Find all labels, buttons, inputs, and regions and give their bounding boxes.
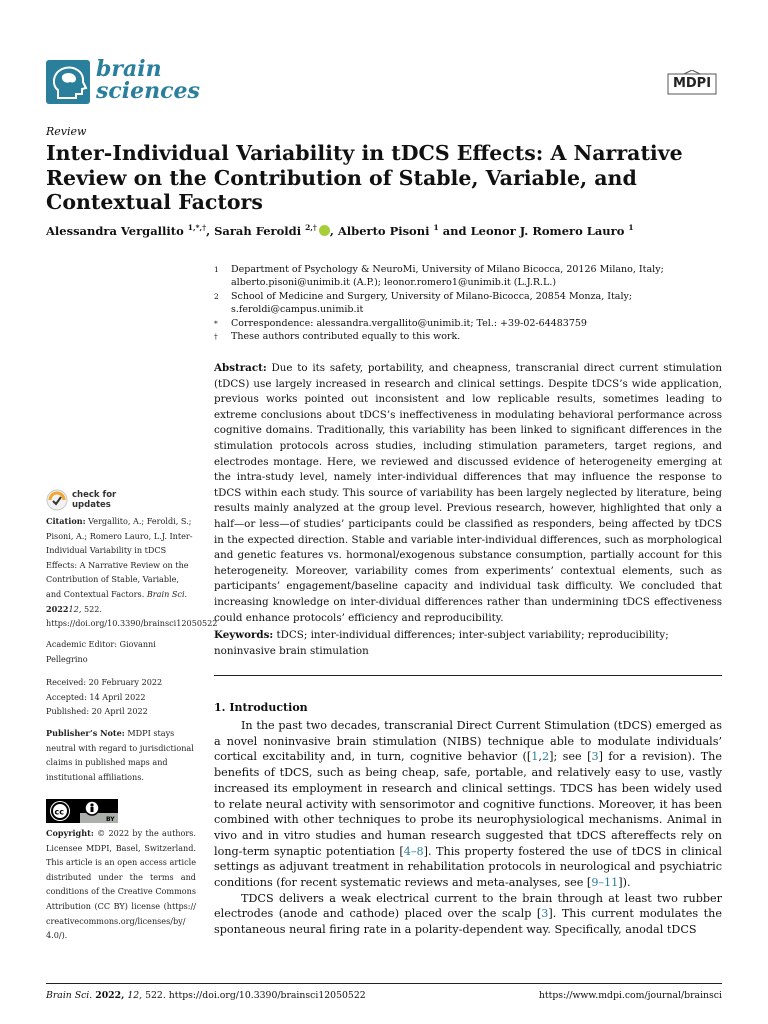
journal-logo <box>46 60 90 104</box>
reference-link[interactable]: 3 <box>591 750 599 764</box>
introduction-body <box>214 718 722 938</box>
citation-label: Citation: <box>46 516 86 526</box>
affiliations <box>214 263 724 343</box>
affiliation-item <box>214 263 724 290</box>
section-heading: 1. Introduction <box>214 701 308 714</box>
journal-name-line2: sciences <box>96 78 200 104</box>
check-updates-line1: check for <box>72 490 117 500</box>
journal-name[interactable] <box>96 58 200 102</box>
affiliation-item <box>214 317 724 330</box>
correspondence-text: Correspondence: alessandra.vergallito@unimib.it; Tel.: +39-02-64483759 <box>231 317 587 329</box>
affiliation-mark: † <box>214 332 218 342</box>
received-date: Received: 20 February 2022 <box>46 677 163 687</box>
intro-paragraph <box>214 718 722 891</box>
footer-journal-url[interactable]: https://www.mdpi.com/journal/brainsci <box>538 990 722 1001</box>
journal-name-line1: brain <box>96 56 162 82</box>
copyright-text: © 2022 by the authors. Licensee MDPI, Basel, Switzerland. This article is an open access article distributed under the terms and conditions of the Creative Commons Attribution (CC BY) license (https:// creativecommons.org/licenses/by/ 4.0/). <box>46 828 197 941</box>
citation-journal: Brain Sci. <box>146 588 188 599</box>
publisher-note-label: Publisher’s Note: <box>46 728 125 738</box>
section-divider <box>214 675 722 676</box>
intro-text: ] for a revision). The benefits of tDCS, such as being cheap, safe, portable, and relatively easy to use, vastly increased its employment in research and clinical settings. TDCS has been widely used to relate neural activity with sensorimotor and cognitive functions. Moreover, it has been combined with other techniques to probe its neurophysiological mechanisms. Animal in vivo and in vitro studies and human research suggested that tDCS aftereffects rely on long-term synaptic potentiation [ <box>214 750 722 858</box>
intro-text: , <box>538 750 542 764</box>
author-affiliation-mark: 1,*,† <box>187 223 207 232</box>
publisher-logo[interactable] <box>664 70 720 98</box>
reference-link[interactable]: 9–11 <box>591 876 619 890</box>
intro-text: ]. This property fostered the use of tDCS in clinical settings as adjuvant treatment in rehabilitation protocols in neurological and psychiatric conditions (for recent systematic reviews and meta-analyses, see [ <box>214 844 722 890</box>
cc-by-license-badge[interactable] <box>46 799 118 823</box>
citation-volume: 12, <box>68 603 82 614</box>
author-affiliation-mark: 1 <box>628 223 634 232</box>
accepted-date: Accepted: 14 April 2022 <box>46 691 146 702</box>
copyright-block <box>46 826 196 943</box>
keywords-label: Keywords: <box>214 629 274 641</box>
footer-divider <box>46 983 722 984</box>
dates-block <box>46 675 196 719</box>
affiliation-mark: 1 <box>214 265 219 274</box>
reference-link[interactable]: 1 <box>531 750 539 764</box>
abstract <box>214 361 722 626</box>
citation-text: Vergallito, A.; Feroldi, S.; Pisoni, A.; Romero Lauro, L.J. Inter-Individual Variability in tDCS Effects: A Narrative Review on the Contribution of Stable, Variable, and Contextual Factors. <box>46 516 193 599</box>
publisher-name: MDPI <box>672 76 712 91</box>
affiliation-mark: * <box>214 318 218 328</box>
citation-block <box>46 514 218 631</box>
publisher-note-text: MDPI stays neutral with regard to jurisdictional claims in published maps and institutional affiliations. <box>46 728 194 782</box>
check-updates-label <box>72 491 116 510</box>
intro-paragraph <box>214 891 722 938</box>
keywords <box>214 628 722 659</box>
affiliation-text: Department of Psychology & NeuroMi, University of Milano Bicocca, 20126 Milano, Italy; alberto.pisoni@unimib.it (A.P.); leonor.romero1@unimib.it (L.J.R.L.) <box>231 264 664 289</box>
orcid-icon[interactable] <box>319 225 330 236</box>
author-name[interactable]: Leonor J. Romero Lauro <box>470 223 625 238</box>
footer-volume: 12, <box>127 990 143 1001</box>
equal-contribution-note: These authors contributed equally to this work. <box>231 331 461 343</box>
keywords-text: tDCS; inter-individual differences; inter-subject variability; reproducibility; noninvasive brain stimulation <box>214 629 669 657</box>
publisher-note <box>46 726 196 784</box>
citation-doi[interactable]: 522. https://doi.org/10.3390/brainsci12050522 <box>46 603 218 629</box>
abstract-label: Abstract: <box>214 362 267 374</box>
creative-commons-icon <box>46 799 118 823</box>
author-conjunction: and <box>442 223 467 238</box>
cc-mark: cc <box>54 807 64 817</box>
footer-year: 2022, <box>95 990 125 1001</box>
intro-text: ]). <box>618 876 631 890</box>
footer-citation <box>46 990 366 1001</box>
affiliation-mark: 2 <box>214 291 219 301</box>
reference-link[interactable]: 3 <box>541 907 549 921</box>
author-name[interactable]: Sarah Feroldi <box>214 223 302 238</box>
author-affiliation-mark: 2,† <box>305 223 317 232</box>
published-date: Published: 20 April 2022 <box>46 706 148 717</box>
reference-link[interactable]: 4–8 <box>403 844 424 858</box>
author-list: Alessandra Vergallito $^{1,*,\dagger}$, Sarah Feroldi $^{2,\dagger}$ , Alberto Pisoni $^1$ and Leonor J. Romero Lauro $^1$ <box>46 223 634 238</box>
intro-text: ]. This current modulates the spontaneous neural firing rate in a polarity-dependent way. Specifically, anodal tDCS <box>214 907 722 937</box>
abstract-text: Due to its safety, portability, and cheapness, transcranial direct current stimulation (tDCS) use largely increased in research and clinical settings. Despite tDCS’s wide application, previous works pointed out inconsistent and low replicable results, sometimes leading to extreme conclusions about tDCS’s ineffectiveness in modulating behavioral performance across cognitive domains. Traditionally, this variability has been linked to significant differences in the stimulation protocols across studies, including stimulation parameters, target regions, and electrodes montage. Here, we reviewed and discussed evidence of heterogeneity emerging at the intra-study level, namely inter-individual differences that may influence the response to tDCS within each study. This source of variability has been largely neglected by literature, being results mainly analyzed at the group level. Previous research, however, highlighted that only a half—or less—of studies’ participants could be classified as responders, being affected by tDCS in the expected direction. Stable and variable inter-individual differences, such as morphological and genetic features vs. hormonal/exogenous substance consumption, partially account for this heterogeneity. Moreover, variability comes from experiments’ contextual elements, such as participants’ engagement/baseline capacity and individual task difficulty. We concluded that increasing knowledge on inter-dividual differences rather than undermining tDCS effectiveness could enhance protocols’ efficiency and reproducibility. <box>214 362 722 624</box>
citation-year: 2022 <box>46 603 69 614</box>
check-updates-line2: updates <box>72 499 111 510</box>
author-name[interactable]: Alberto Pisoni <box>337 223 430 238</box>
author-name[interactable]: Alessandra Vergallito <box>46 223 184 238</box>
check-for-updates-badge[interactable] <box>46 489 146 513</box>
intro-text: ]; see [ <box>549 750 592 764</box>
affiliation-text: School of Medicine and Surgery, University of Milano-Bicocca, 20854 Monza, Italy; s.feroldi@campus.unimib.it <box>231 290 633 316</box>
affiliation-item <box>214 290 724 317</box>
affiliation-item <box>214 330 724 343</box>
author-affiliation-mark: 1 <box>433 223 439 232</box>
intro-text: In the past two decades, transcranial Direct Current Stimulation (tDCS) emerged as a novel noninvasive brain stimulation (NIBS) technique able to modulate individuals’ cortical excitability and, in turn, cognitive behavior ([ <box>214 719 722 764</box>
footer-doi[interactable]: 522. https://doi.org/10.3390/brainsci12050522 <box>145 990 366 1001</box>
reference-link[interactable]: 2 <box>541 750 550 764</box>
copyright-label: Copyright: <box>46 828 94 838</box>
article-type: Review <box>46 125 87 138</box>
footer-journal: Brain Sci. <box>46 990 93 1001</box>
intro-text: TDCS delivers a weak electrical current to the brain through at least two rubber electrodes (anode and cathode) placed over the scalp [ <box>214 891 722 921</box>
academic-editor: Academic Editor: Giovanni Pellegrino <box>46 639 156 664</box>
by-mark: BY <box>106 816 115 823</box>
check-updates-icon <box>46 489 68 511</box>
brain-head-icon <box>46 60 90 104</box>
article-title: Inter-Individual Variability in tDCS Effects: A Narrative Review on the Contribution of Stable, Variable, and Contextual Factors <box>46 141 683 214</box>
